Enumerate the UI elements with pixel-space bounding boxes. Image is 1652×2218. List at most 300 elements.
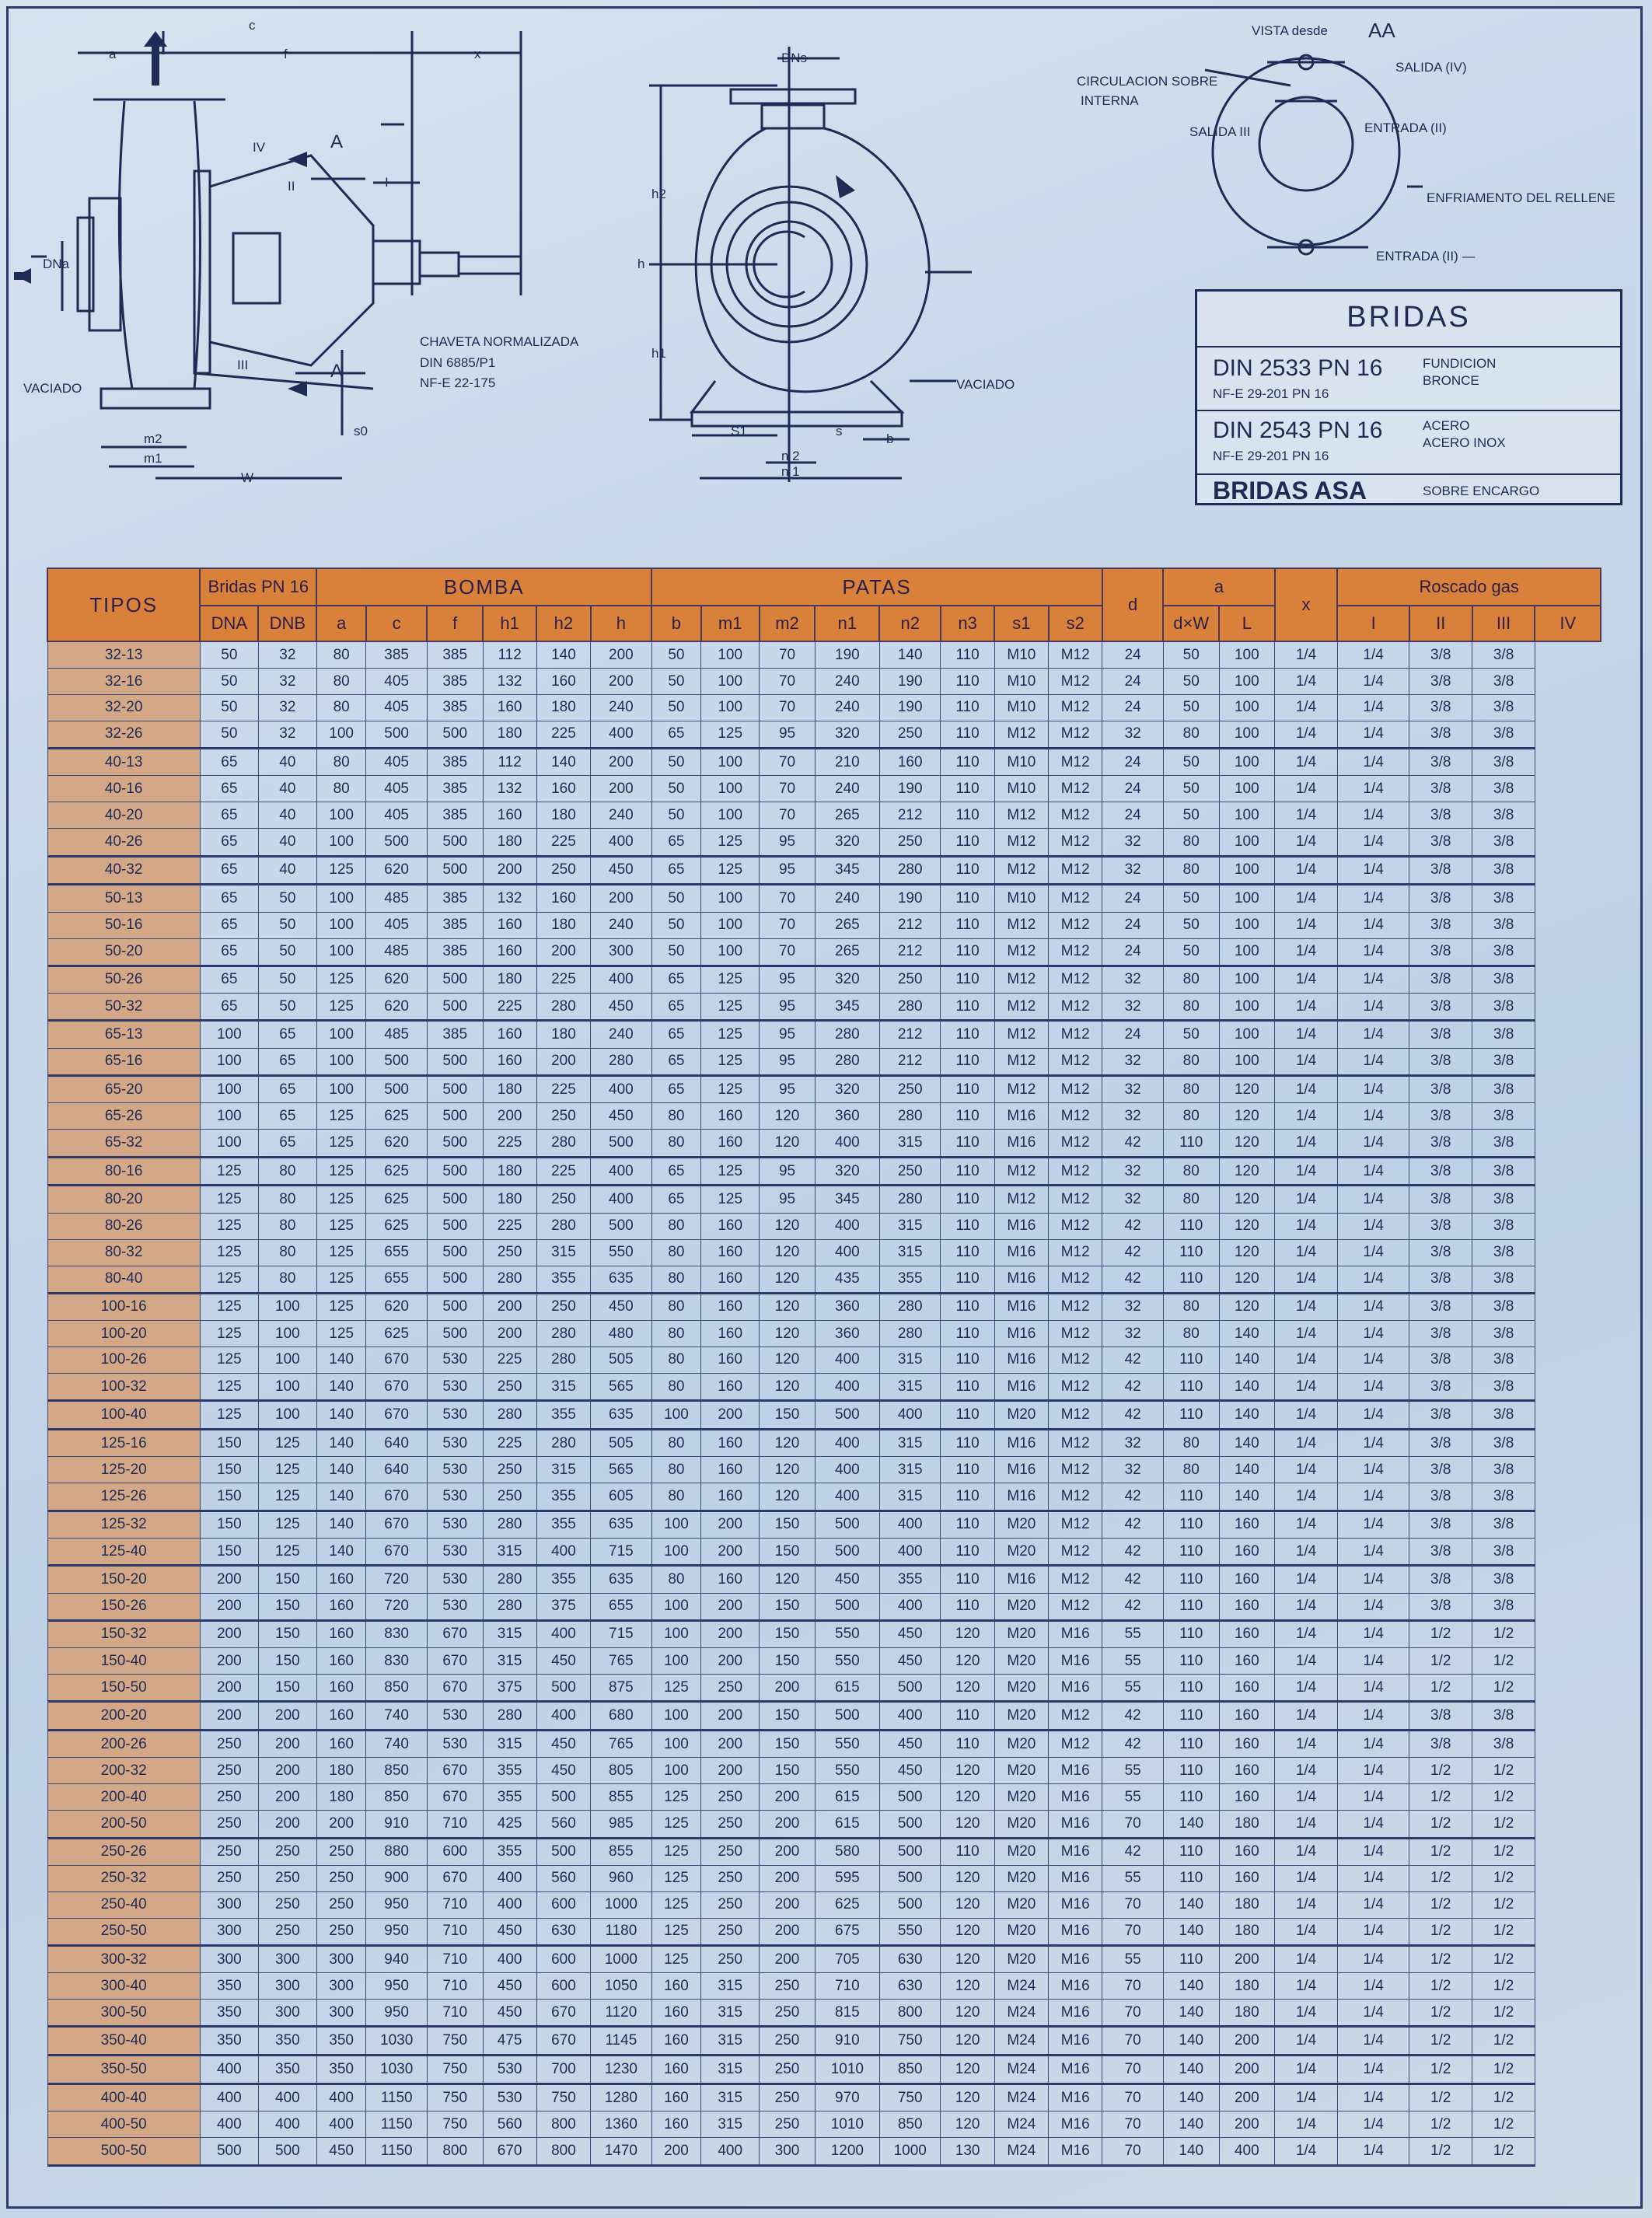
table-cell: 110	[941, 1538, 994, 1565]
table-cell: 1/4	[1275, 2084, 1338, 2111]
table-cell: M12	[1049, 1731, 1102, 1758]
table-cell: M12	[1049, 938, 1102, 966]
table-cell: 315	[701, 2000, 760, 2027]
table-cell: 480	[591, 1321, 652, 1347]
table-cell: 110	[941, 1239, 994, 1266]
table-cell: 350	[316, 2056, 366, 2084]
table-cell: 180	[483, 1076, 536, 1103]
column-header: h2	[536, 606, 590, 641]
table-cell: 160	[1219, 1620, 1275, 1647]
table-cell: 160	[483, 1021, 536, 1048]
table-cell: 225	[483, 1130, 536, 1157]
table-cell: M12	[1049, 1076, 1102, 1103]
table-cell: 500	[879, 1865, 941, 1891]
table-cell: 950	[366, 1918, 428, 1945]
table-cell: 80	[651, 1213, 701, 1239]
table-cell: 3/8	[1472, 829, 1535, 856]
table-cell: 1/4	[1275, 1293, 1338, 1320]
table-cell: 200	[200, 1566, 258, 1593]
table-cell: 265	[815, 802, 879, 829]
table-cell: 42	[1102, 1213, 1164, 1239]
table-cell: 50	[651, 749, 701, 776]
table-cell: 200	[701, 1731, 760, 1758]
table-cell: 180	[483, 1157, 536, 1186]
table-cell: 850	[879, 2056, 941, 2084]
table-cell: 625	[815, 1891, 879, 1918]
table-cell: 150	[760, 1758, 816, 1784]
bridas-din2533: DIN 2533 PN 16	[1213, 355, 1383, 381]
table-cell: M12	[1049, 1483, 1102, 1511]
table-cell: 830	[366, 1620, 428, 1647]
table-cell: 3/8	[1472, 776, 1535, 802]
table-cell: 400	[815, 1430, 879, 1457]
table-cell: 670	[427, 1620, 483, 1647]
table-cell: 3/8	[1472, 994, 1535, 1021]
table-cell: 670	[427, 1865, 483, 1891]
table-cell: 625	[366, 1157, 428, 1186]
table-cell-tipo: 65-16	[47, 1048, 200, 1075]
table-cell: 600	[536, 1973, 590, 2000]
table-cell: 1/2	[1409, 1620, 1472, 1647]
table-cell: 250	[701, 1918, 760, 1945]
table-cell: 32	[1102, 1157, 1164, 1186]
table-cell: 110	[1163, 1213, 1219, 1239]
table-cell: 42	[1102, 1566, 1164, 1593]
table-cell: 32	[1102, 721, 1164, 748]
table-cell: 400	[200, 2056, 258, 2084]
table-cell: 3/8	[1472, 1130, 1535, 1157]
table-cell: 1/4	[1275, 1457, 1338, 1483]
table-cell: 1/4	[1275, 1648, 1338, 1675]
table-cell: 50	[1163, 1021, 1219, 1048]
table-cell: 160	[651, 2056, 701, 2084]
table-cell: 140	[316, 1538, 366, 1565]
table-row	[47, 802, 1601, 829]
table-cell: 110	[941, 938, 994, 966]
table-cell: 400	[879, 1401, 941, 1430]
table-row	[47, 1373, 1601, 1400]
table-cell: 80	[651, 1293, 701, 1320]
table-cell: M16	[1049, 1784, 1102, 1811]
table-cell: 1/4	[1275, 885, 1338, 912]
table-cell: 70	[1102, 2138, 1164, 2166]
table-cell: 40	[258, 776, 316, 802]
table-cell: 950	[366, 2000, 428, 2027]
table-cell: 200	[483, 1293, 536, 1320]
table-cell: 95	[760, 1048, 816, 1075]
table-cell: 550	[815, 1731, 879, 1758]
table-cell: 1/4	[1337, 856, 1409, 885]
table-cell: 55	[1102, 1675, 1164, 1702]
table-cell: 120	[941, 1758, 994, 1784]
table-cell: 225	[536, 721, 590, 748]
table-cell: 1/4	[1275, 1675, 1338, 1702]
table-cell: 1/2	[1472, 2056, 1535, 2084]
table-cell: 200	[760, 1945, 816, 1972]
table-cell: 120	[760, 1213, 816, 1239]
table-cell: 160	[701, 1293, 760, 1320]
table-cell: 1/4	[1275, 1784, 1338, 1811]
table-cell: 1/4	[1275, 1130, 1338, 1157]
bridas-legend	[1195, 289, 1622, 505]
table-cell: 125	[701, 721, 760, 748]
table-cell: 3/8	[1472, 669, 1535, 695]
table-cell: 1/4	[1337, 1048, 1409, 1075]
table-cell: 3/8	[1472, 721, 1535, 748]
table-cell: 400	[879, 1702, 941, 1731]
table-cell: 200	[591, 669, 652, 695]
table-cell: 50	[651, 669, 701, 695]
table-cell: 400	[258, 2111, 316, 2138]
table-cell: 125	[701, 1186, 760, 1213]
table-cell: 3/8	[1472, 1401, 1535, 1430]
table-cell: 3/8	[1472, 1213, 1535, 1239]
table-cell: 80	[651, 1566, 701, 1593]
table-cell: 65	[651, 966, 701, 993]
table-cell: 3/8	[1409, 1457, 1472, 1483]
table-cell: 500	[536, 1838, 590, 1865]
table-cell: 200	[258, 1784, 316, 1811]
interna-label: INTERNA	[1081, 93, 1139, 108]
table-cell-tipo: 350-50	[47, 2056, 200, 2084]
table-row	[47, 749, 1601, 776]
table-cell: 24	[1102, 641, 1164, 669]
table-cell: 320	[815, 1157, 879, 1186]
table-cell: 750	[427, 2056, 483, 2084]
table-cell: 1/4	[1337, 776, 1409, 802]
table-cell: 1/4	[1337, 1758, 1409, 1784]
table-cell: 120	[760, 1430, 816, 1457]
table-cell: 250	[536, 856, 590, 885]
table-cell: M12	[1049, 694, 1102, 721]
table-cell: 120	[941, 1675, 994, 1702]
table-cell: 240	[591, 802, 652, 829]
table-cell: 212	[879, 938, 941, 966]
table-cell: 3/8	[1409, 1293, 1472, 1320]
table-cell: 160	[316, 1566, 366, 1593]
column-header: s2	[1049, 606, 1102, 641]
table-cell: 450	[536, 1758, 590, 1784]
table-cell: 320	[815, 829, 879, 856]
table-cell: 65	[651, 721, 701, 748]
table-cell: 112	[483, 641, 536, 669]
table-cell: 830	[366, 1648, 428, 1675]
table-cell: 280	[879, 1321, 941, 1347]
table-cell: 180	[483, 721, 536, 748]
table-cell: 150	[760, 1620, 816, 1647]
table-cell: 100	[1219, 885, 1275, 912]
table-cell: 250	[879, 966, 941, 993]
table-cell: 250	[879, 829, 941, 856]
table-cell: 140	[1219, 1430, 1275, 1457]
bridas-row-din2533	[1197, 346, 1620, 410]
table-cell: 225	[536, 829, 590, 856]
table-cell: 600	[536, 1945, 590, 1972]
table-cell: 80	[1163, 1186, 1219, 1213]
table-cell: 80	[1163, 1157, 1219, 1186]
table-cell: 910	[366, 1811, 428, 1838]
table-cell: 100	[701, 776, 760, 802]
table-cell: 265	[815, 912, 879, 938]
table-cell: 400	[879, 1538, 941, 1565]
table-cell: 450	[591, 994, 652, 1021]
table-cell: 110	[1163, 1593, 1219, 1620]
table-cell: 630	[536, 1918, 590, 1945]
table-cell: 3/8	[1472, 1321, 1535, 1347]
table-cell: 400	[591, 966, 652, 993]
table-cell: 1/4	[1337, 1430, 1409, 1457]
table-cell: 3/8	[1409, 749, 1472, 776]
table-cell: 55	[1102, 1620, 1164, 1647]
table-cell: 110	[941, 1593, 994, 1620]
table-cell: 450	[483, 1918, 536, 1945]
table-cell: 70	[1102, 2027, 1164, 2056]
section-a-bottom: A	[330, 361, 344, 382]
table-cell: 1/4	[1337, 721, 1409, 748]
table-cell-tipo: 150-50	[47, 1675, 200, 1702]
table-cell: 3/8	[1409, 938, 1472, 966]
table-cell: 140	[1163, 1811, 1219, 1838]
column-header: h	[591, 606, 652, 641]
table-cell: 450	[815, 1566, 879, 1593]
table-cell: 500	[427, 1076, 483, 1103]
table-cell: 3/8	[1409, 1213, 1472, 1239]
table-row	[47, 1538, 1601, 1565]
table-cell: 1/4	[1337, 1321, 1409, 1347]
table-cell: 80	[1163, 1457, 1219, 1483]
table-cell: 710	[427, 1918, 483, 1945]
table-cell-tipo: 40-26	[47, 829, 200, 856]
table-cell: 125	[316, 1157, 366, 1186]
table-cell: 3/8	[1472, 885, 1535, 912]
table-cell: 200	[760, 1838, 816, 1865]
table-cell: 40	[258, 802, 316, 829]
table-cell: 1/4	[1275, 1620, 1338, 1647]
table-cell: 110	[1163, 1675, 1219, 1702]
table-cell: 1/4	[1275, 1157, 1338, 1186]
table-cell: 425	[483, 1811, 536, 1838]
table-cell: 1/4	[1337, 802, 1409, 829]
table-cell: 42	[1102, 1702, 1164, 1731]
table-cell: 1/4	[1275, 2138, 1338, 2166]
table-cell: 600	[536, 1891, 590, 1918]
table-cell: 1/2	[1472, 1891, 1535, 1918]
table-cell: 120	[1219, 1130, 1275, 1157]
table-cell-tipo: 65-26	[47, 1103, 200, 1130]
table-cell: 1010	[815, 2111, 879, 2138]
table-row	[47, 1784, 1601, 1811]
header-shaft: d	[1102, 568, 1164, 641]
table-row	[47, 1511, 1601, 1538]
table-cell: 250	[760, 2084, 816, 2111]
table-cell: 1/4	[1275, 694, 1338, 721]
table-cell: 50	[651, 802, 701, 829]
table-cell: 710	[427, 1891, 483, 1918]
table-cell: 50	[1163, 749, 1219, 776]
table-cell: 500	[366, 1076, 428, 1103]
table-cell: 3/8	[1472, 912, 1535, 938]
table-cell: 225	[483, 1347, 536, 1374]
table-cell: 1/4	[1337, 1293, 1409, 1320]
table-cell: 250	[701, 1838, 760, 1865]
table-cell: 200	[760, 1784, 816, 1811]
table-cell: 500	[815, 1702, 879, 1731]
bridas-acero-inox: ACERO INOX	[1423, 435, 1506, 450]
table-cell: 160	[1219, 1566, 1275, 1593]
table-cell: 400	[591, 829, 652, 856]
table-cell: 100	[316, 912, 366, 938]
table-cell: 1/4	[1275, 1973, 1338, 2000]
table-cell: 710	[427, 1811, 483, 1838]
table-cell: 250	[316, 1865, 366, 1891]
table-cell: 500	[536, 1784, 590, 1811]
table-cell: 400	[879, 1511, 941, 1538]
table-row	[47, 966, 1601, 993]
table-cell: 250	[701, 1675, 760, 1702]
table-cell: 160	[701, 1103, 760, 1130]
table-cell: 3/8	[1472, 1347, 1535, 1374]
table-cell: 24	[1102, 776, 1164, 802]
table-cell: 400	[483, 1891, 536, 1918]
table-cell: M12	[1049, 1538, 1102, 1565]
table-cell: 1/4	[1337, 1483, 1409, 1511]
header-chaveta: a	[1163, 568, 1274, 606]
table-cell: 3/8	[1472, 1566, 1535, 1593]
table-cell: 1/4	[1275, 749, 1338, 776]
table-cell: 280	[591, 1048, 652, 1075]
table-cell: M16	[1049, 2138, 1102, 2166]
table-cell: 250	[316, 1838, 366, 1865]
table-cell: 400	[536, 1538, 590, 1565]
table-cell: 125	[200, 1239, 258, 1266]
table-cell: 500	[258, 2138, 316, 2166]
table-cell: M16	[994, 1321, 1048, 1347]
table-cell: 250	[316, 1918, 366, 1945]
table-cell: M12	[994, 938, 1048, 966]
table-cell: 615	[815, 1784, 879, 1811]
table-cell: 530	[427, 1373, 483, 1400]
table-cell: 160	[483, 912, 536, 938]
table-cell: 1/4	[1275, 1811, 1338, 1838]
table-cell: 1/4	[1275, 1731, 1338, 1758]
table-cell: 1/4	[1337, 2084, 1409, 2111]
table-cell: 100	[258, 1401, 316, 1430]
table-cell: 240	[815, 669, 879, 695]
table-cell: 1/4	[1275, 1266, 1338, 1293]
table-cell: M16	[994, 1103, 1048, 1130]
table-cell: 250	[760, 2056, 816, 2084]
table-cell: 280	[483, 1266, 536, 1293]
table-cell: 150	[200, 1538, 258, 1565]
table-cell: 1030	[366, 2027, 428, 2056]
table-cell: 3/8	[1409, 1373, 1472, 1400]
table-cell: 500	[427, 1103, 483, 1130]
table-cell: 375	[536, 1593, 590, 1620]
table-row	[47, 1675, 1601, 1702]
table-row	[47, 1347, 1601, 1374]
table-cell: 1/4	[1275, 966, 1338, 993]
table-cell: 100	[651, 1758, 701, 1784]
table-cell: 110	[1163, 1483, 1219, 1511]
table-cell: 280	[483, 1702, 536, 1731]
column-header: m2	[760, 606, 816, 641]
table-cell: 850	[366, 1758, 428, 1784]
table-cell: 160	[651, 2111, 701, 2138]
table-cell: 1/4	[1275, 829, 1338, 856]
table-cell: M16	[1049, 1973, 1102, 2000]
table-cell: 55	[1102, 1784, 1164, 1811]
table-cell: 125	[701, 1157, 760, 1186]
table-cell: 1/4	[1337, 1347, 1409, 1374]
table-cell: 140	[316, 1511, 366, 1538]
table-cell: 1/4	[1275, 1483, 1338, 1511]
column-header: L	[1219, 606, 1275, 641]
table-cell: 385	[366, 641, 428, 669]
table-cell: 3/8	[1409, 1347, 1472, 1374]
table-cell: 110	[941, 1838, 994, 1865]
column-header: DNB	[258, 606, 316, 641]
table-row	[47, 1213, 1601, 1239]
table-cell: 625	[366, 1321, 428, 1347]
table-cell: 32	[1102, 966, 1164, 993]
table-cell: 280	[483, 1593, 536, 1620]
table-cell: M20	[994, 1758, 1048, 1784]
table-cell: 200	[483, 1321, 536, 1347]
table-cell: 100	[651, 1731, 701, 1758]
table-cell: 95	[760, 721, 816, 748]
table-cell: 80	[1163, 1103, 1219, 1130]
table-cell: M24	[994, 2084, 1048, 2111]
table-cell: 50	[258, 912, 316, 938]
table-cell: 315	[879, 1483, 941, 1511]
bridas-bronce: BRONCE	[1423, 373, 1479, 388]
table-cell: 100	[651, 1511, 701, 1538]
table-cell: 3/8	[1472, 1186, 1535, 1213]
table-cell: M12	[994, 1048, 1048, 1075]
table-cell: 150	[258, 1593, 316, 1620]
table-cell: 24	[1102, 885, 1164, 912]
table-cell: 385	[427, 776, 483, 802]
table-cell: 110	[941, 1321, 994, 1347]
table-cell: 250	[701, 1784, 760, 1811]
table-cell: 160	[651, 2000, 701, 2027]
table-cell: 190	[815, 641, 879, 669]
table-cell: 160	[1219, 1784, 1275, 1811]
bridas-material-1	[1423, 355, 1496, 389]
table-cell: 110	[941, 694, 994, 721]
table-row	[47, 2084, 1601, 2111]
column-header: a	[316, 606, 366, 641]
table-cell: 710	[427, 2000, 483, 2027]
table-cell-tipo: 125-20	[47, 1457, 200, 1483]
table-cell: 400	[316, 2084, 366, 2111]
table-cell-tipo: 32-16	[47, 669, 200, 695]
bridas-row-asa	[1197, 473, 1620, 505]
table-cell: 70	[1102, 1973, 1164, 2000]
table-cell: 160	[1219, 1675, 1275, 1702]
table-cell: 750	[879, 2084, 941, 2111]
table-cell: 120	[760, 1103, 816, 1130]
table-cell: 125	[200, 1266, 258, 1293]
table-cell: 315	[701, 1973, 760, 2000]
table-cell: 160	[483, 802, 536, 829]
table-cell: 475	[483, 2027, 536, 2056]
table-cell: 450	[591, 1293, 652, 1320]
table-cell: 1/2	[1472, 1811, 1535, 1838]
table-cell: 32	[258, 694, 316, 721]
table-cell: 95	[760, 1021, 816, 1048]
table-cell: 140	[1163, 2111, 1219, 2138]
